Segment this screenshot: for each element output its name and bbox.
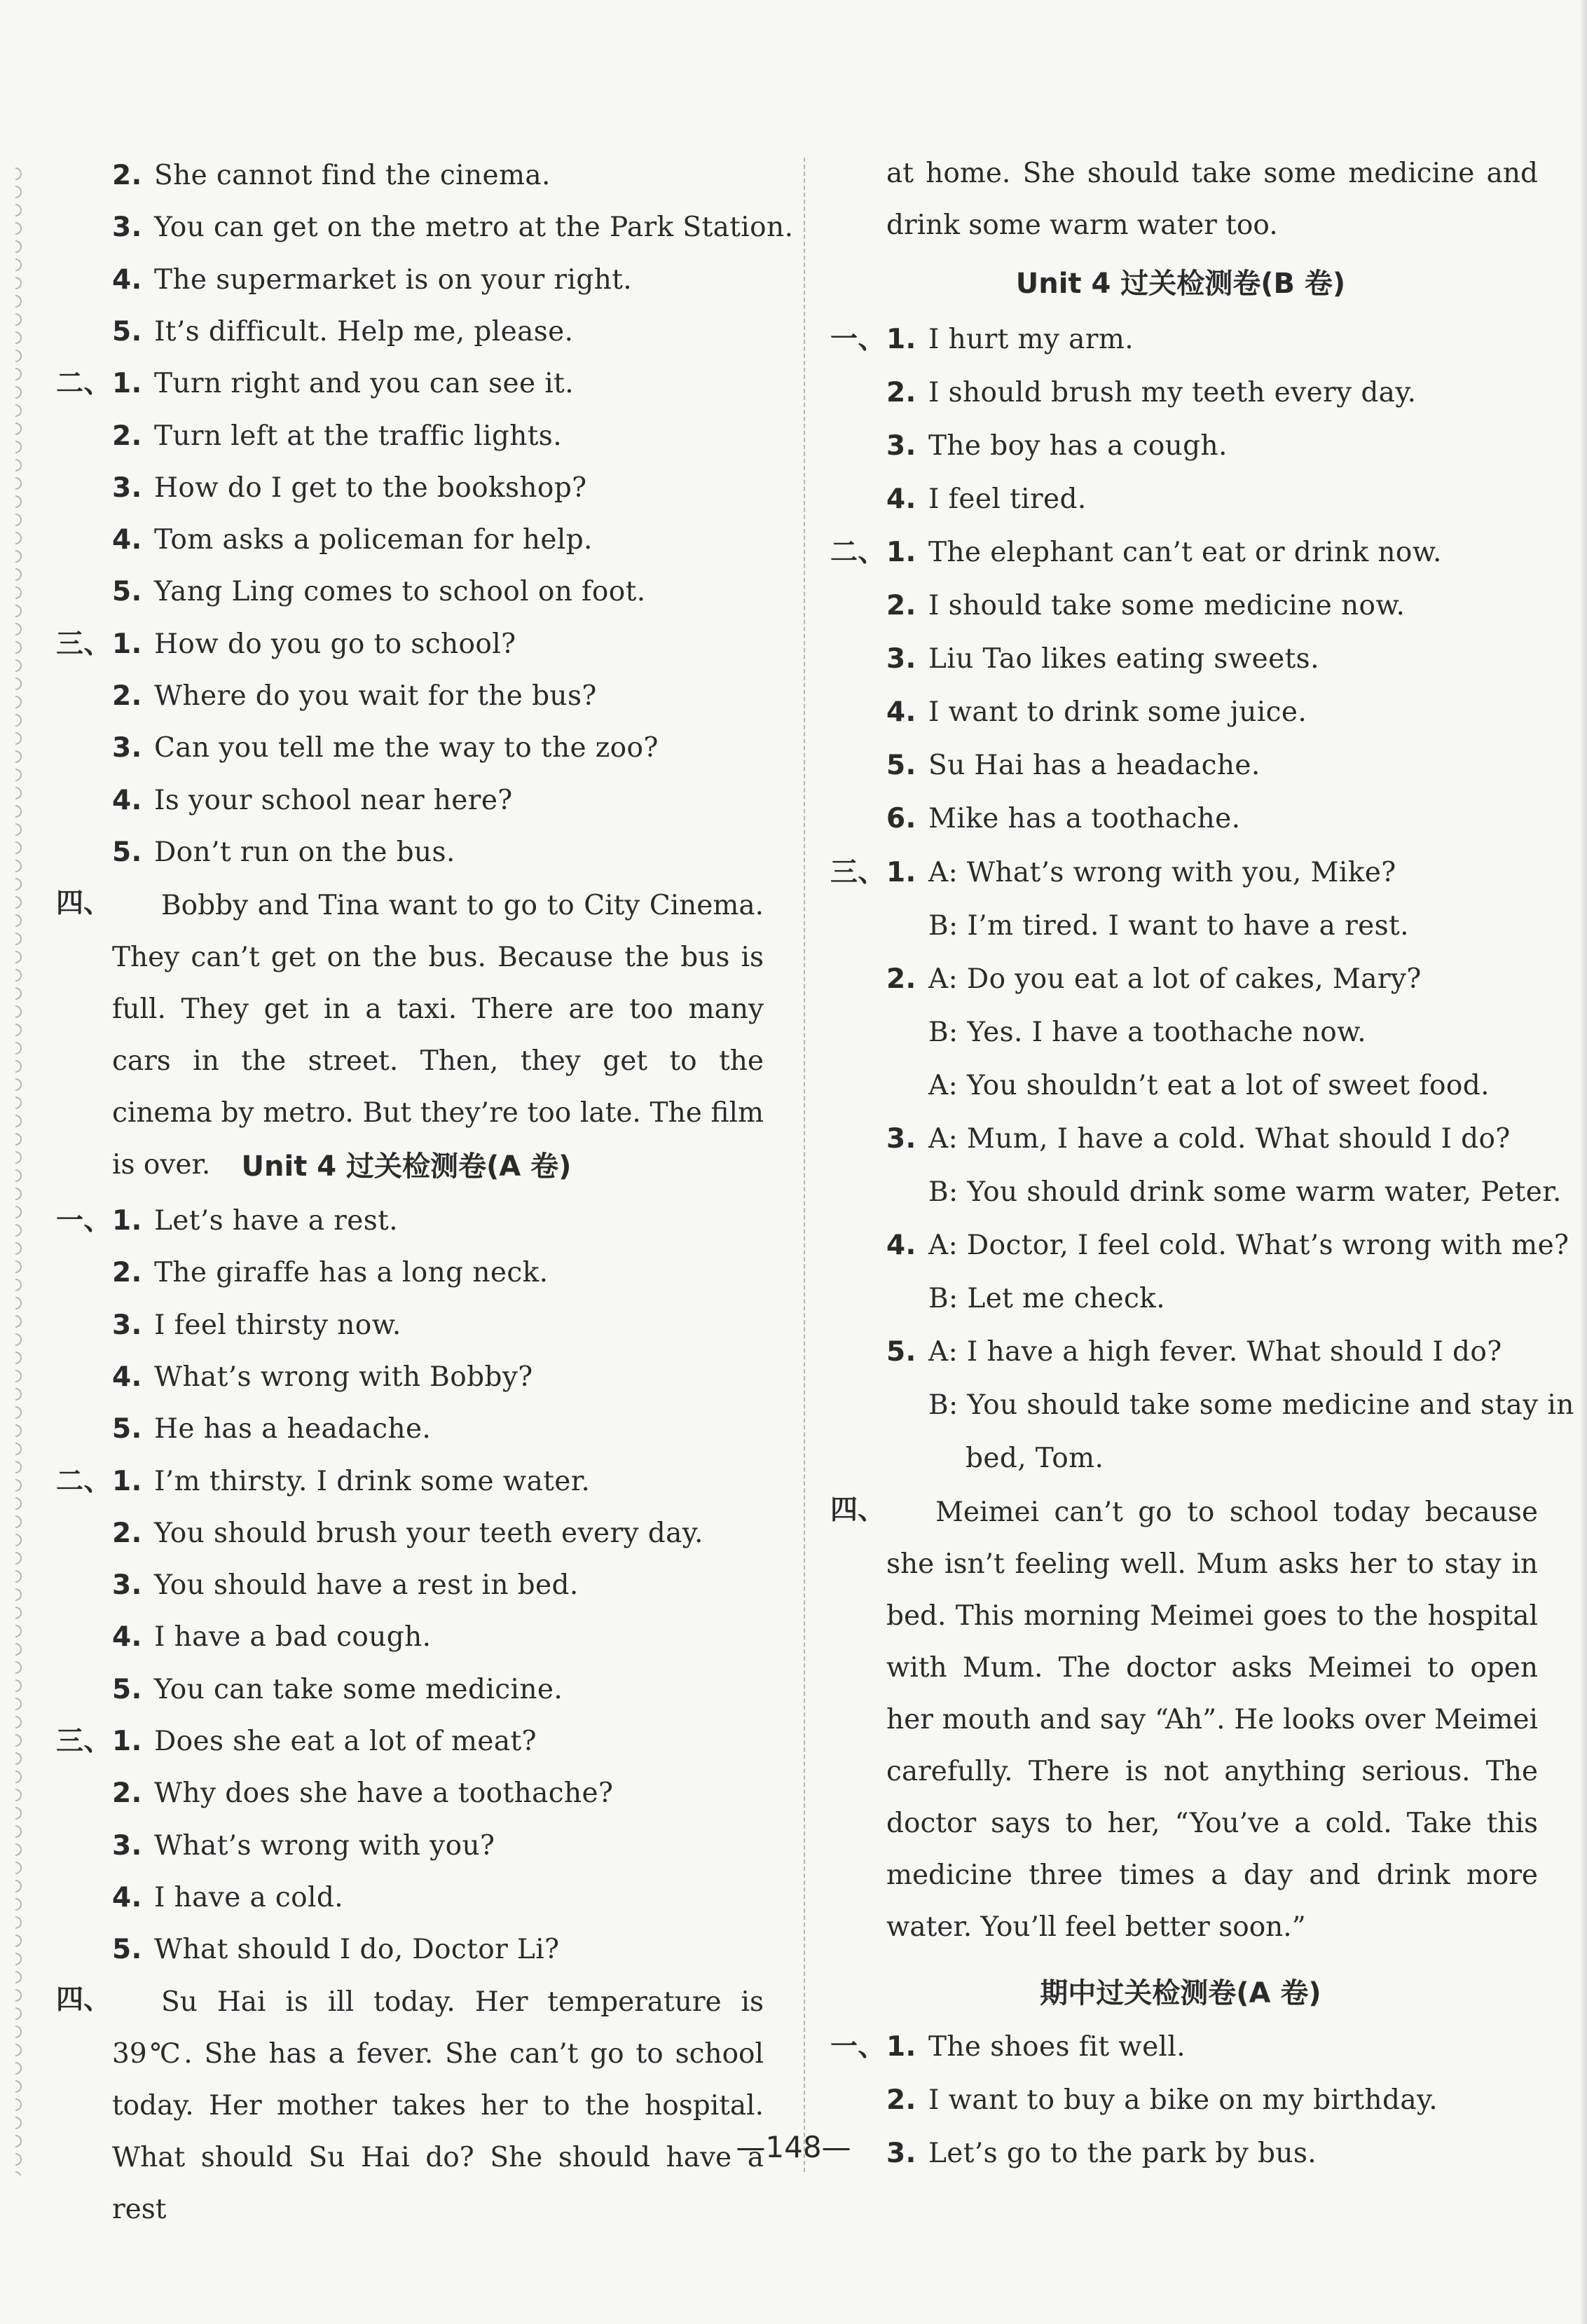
answer-text: A: I have a high fever. What should I do?	[928, 1336, 1502, 1368]
answer-line	[830, 1175, 1562, 1210]
item-number: 4.	[886, 696, 916, 728]
page-number: —148—	[736, 2130, 851, 2164]
answer-text: Liu Tao likes eating sweets.	[928, 643, 1319, 675]
page-edge-shadow	[1580, 0, 1587, 2324]
item-number: 1.	[112, 628, 142, 660]
item-number: 1.	[112, 1726, 142, 1757]
item-number: 5.	[112, 1673, 142, 1705]
answer-text: The elephant can’t eat or drink now.	[928, 537, 1442, 568]
item-number: 4.	[112, 1881, 142, 1913]
answer-line	[56, 1360, 533, 1395]
item-number: 3.	[112, 472, 142, 504]
answer-text: The boy has a cough.	[928, 430, 1228, 462]
item-number: 5.	[112, 1934, 142, 1966]
answer-text: You should brush your teeth every day.	[154, 1517, 703, 1549]
section-marker: 三、	[56, 1726, 111, 1757]
answer-line	[56, 575, 646, 610]
answer-text: Why does she have a toothache?	[154, 1778, 614, 1810]
answer-text: Let’s go to the park by bus.	[928, 2138, 1317, 2169]
answer-line	[830, 802, 1240, 837]
answer-line	[56, 1464, 590, 1499]
answer-line	[830, 589, 1405, 624]
item-number: 5.	[886, 1336, 916, 1368]
item-number: 1.	[886, 2031, 916, 2063]
answer-text: Yang Ling comes to school on foot.	[154, 576, 646, 608]
section-marker: 二、	[56, 1465, 111, 1497]
passage-text: at home. She should take some medicine and drink some warm water too.	[886, 158, 1538, 241]
answer-line	[56, 1776, 613, 1811]
answer-line	[830, 642, 1319, 677]
answer-line	[56, 679, 597, 714]
answer-text: I feel thirsty now.	[154, 1309, 401, 1341]
item-number: 3.	[112, 732, 142, 764]
answer-text: A: Doctor, I feel cold. What’s wrong with me?	[928, 1230, 1569, 1261]
item-number: 1.	[112, 1465, 142, 1497]
passage-text: Meimei can’t go to school today because she isn’t feeling well. Mum asks her to stay in bed. This morning Meimei goes to the hospital with Mum. The doctor asks Meimei to open her mouth and say “Ah”. He looks over Meimei carefully. There is not anything serious. The doctor says to her, “You’ve a cold. Take this medicine three times a day and drink more water. You’ll feel better soon.”	[886, 1497, 1538, 1943]
answer-line	[56, 627, 516, 662]
answer-text: Mike has a toothache.	[928, 803, 1241, 834]
item-number: 4.	[112, 1361, 142, 1393]
answer-text: Don’t run on the bus.	[154, 836, 455, 868]
passage-text: Bobby and Tina want to go to City Cinema. They can’t get on the bus. Because the bus is full. They get in a taxi. There are too many cars in the street. Then, they get to the cinema by metro. But they’re too late. The film is over.	[112, 890, 764, 1181]
item-number: 4.	[886, 1230, 916, 1261]
answer-text: I hurt my arm.	[928, 324, 1134, 355]
section-label: 四、	[56, 1984, 111, 2016]
section-heading-midterm-a: 期中过关检测卷(A 卷)	[1040, 1977, 1321, 2009]
answer-text: It’s difficult. Help me, please.	[154, 315, 574, 348]
answer-text: B: You should drink some warm water, Peter.	[928, 1176, 1562, 1208]
item-number: 3.	[112, 1829, 142, 1862]
answer-text: She cannot find the cinema.	[154, 160, 551, 191]
answer-text: How do you go to school?	[154, 628, 516, 660]
reading-passage-2	[112, 1976, 764, 2236]
answer-line	[56, 731, 659, 766]
item-number: 3.	[886, 643, 916, 675]
answer-line	[830, 482, 1087, 517]
section-marker: 二、	[56, 368, 111, 400]
answer-text: I’m thirsty. I drink some water.	[154, 1465, 591, 1497]
answer-line	[56, 835, 455, 870]
item-number: 5.	[112, 836, 142, 868]
answer-line	[830, 855, 1396, 891]
answer-line	[830, 1122, 1511, 1157]
answer-text: I should brush my teeth every day.	[928, 377, 1417, 408]
item-number: 4.	[112, 784, 142, 816]
answer-text: A: You shouldn’t eat a lot of sweet food.	[928, 1070, 1490, 1101]
item-number: 2.	[886, 590, 916, 621]
answer-text: You can get on the metro at the Park Station.	[154, 212, 794, 244]
item-number: 3.	[886, 2138, 916, 2169]
section-heading-unit4-b: Unit 4 过关检测卷(B 卷)	[1015, 268, 1346, 300]
answer-text: I want to buy a bike on my birthday.	[928, 2084, 1438, 2116]
binding-edge-decoration	[15, 165, 29, 2175]
answer-line	[56, 1568, 579, 1603]
answer-text: Tom asks a policeman for help.	[154, 524, 593, 556]
answer-text: The supermarket is on your right.	[154, 263, 633, 296]
item-number: 3.	[886, 430, 916, 462]
item-number: 5.	[112, 576, 142, 608]
answer-line	[830, 535, 1442, 570]
answer-text: A: Mum, I have a cold. What should I do?	[928, 1123, 1511, 1155]
answer-text: The shoes fit well.	[928, 2031, 1186, 2063]
answer-line	[830, 2030, 1186, 2065]
item-number: 5.	[112, 315, 142, 348]
answer-line	[56, 315, 573, 350]
answer-text: Su Hai has a headache.	[928, 750, 1260, 781]
answer-line	[56, 1516, 703, 1551]
item-number: 3.	[112, 1569, 142, 1602]
answer-line	[56, 158, 551, 193]
item-number: 2.	[112, 680, 142, 712]
answer-line	[830, 1281, 1165, 1316]
answer-line	[56, 471, 587, 506]
item-number: 2.	[112, 420, 142, 452]
section-heading-unit4-a: Unit 4 过关检测卷(A 卷)	[241, 1150, 572, 1183]
answer-text: He has a headache.	[154, 1413, 432, 1445]
answer-line	[56, 263, 632, 298]
answer-line	[830, 322, 1134, 357]
answer-line	[830, 962, 1422, 997]
answer-text: Turn left at the traffic lights.	[154, 420, 562, 452]
section-marker: 一、	[830, 324, 886, 355]
item-number: 5.	[886, 750, 916, 781]
answer-text: What’s wrong with Bobby?	[154, 1361, 533, 1393]
answer-line	[56, 523, 593, 558]
answer-line	[830, 376, 1416, 411]
answer-line	[56, 210, 793, 245]
answer-text: How do I get to the bookshop?	[154, 472, 587, 504]
item-number: 2.	[112, 160, 142, 191]
item-number: 3.	[112, 1309, 142, 1341]
answer-text: B: You should take some medicine and stay in	[928, 1389, 1574, 1421]
reading-passage-3	[886, 1487, 1538, 1953]
item-number: 2.	[886, 377, 916, 408]
passage-text: Su Hai is ill today. Her temperature is 39℃. She has a fever. She can’t go to school today. Her mother takes her to the hospital. What should Su Hai do? She should have a rest	[112, 1986, 764, 2225]
answer-text: Can you tell me the way to the zoo?	[154, 732, 659, 764]
answer-line	[56, 1672, 563, 1707]
answer-line	[56, 419, 562, 454]
answer-line	[830, 1015, 1366, 1050]
answer-text: I have a cold.	[154, 1881, 344, 1913]
answer-line	[830, 1068, 1490, 1103]
answer-text: I want to drink some juice.	[928, 696, 1307, 728]
section-label: 四、	[56, 888, 111, 919]
section-marker: 一、	[56, 1205, 111, 1237]
item-number: 4.	[112, 524, 142, 556]
item-number: 4.	[886, 483, 916, 515]
answer-line	[830, 748, 1260, 783]
answer-line	[830, 429, 1228, 464]
item-number: 3.	[886, 1123, 916, 1155]
answer-line	[56, 1724, 537, 1759]
answer-line	[56, 1204, 398, 1239]
item-number: 3.	[112, 212, 142, 244]
answer-line	[56, 1932, 559, 1967]
item-number: 2.	[886, 963, 916, 995]
answer-line	[56, 1308, 401, 1343]
answer-line	[56, 1880, 343, 1916]
answer-text: B: Yes. I have a toothache now.	[928, 1017, 1367, 1048]
answer-text: I feel tired.	[928, 483, 1087, 515]
section-marker: 二、	[830, 537, 886, 568]
reading-passage-continued	[886, 148, 1538, 252]
column-divider	[804, 158, 805, 2172]
answer-text: Turn right and you can see it.	[154, 368, 575, 400]
answer-text: Does she eat a lot of meat?	[154, 1726, 537, 1757]
answer-line	[56, 783, 513, 818]
answer-line	[830, 1388, 1574, 1423]
answer-text: B: Let me check.	[928, 1283, 1166, 1314]
answer-text: What should I do, Doctor Li?	[154, 1934, 560, 1966]
answer-line	[830, 1335, 1502, 1370]
answer-line	[56, 1829, 495, 1864]
answer-text: Where do you wait for the bus?	[154, 680, 597, 712]
answer-text: You can take some medicine.	[154, 1673, 563, 1705]
section-marker: 一、	[830, 2031, 886, 2063]
item-number: 1.	[112, 368, 142, 400]
answer-line	[56, 1620, 431, 1655]
answer-text: What’s wrong with you?	[154, 1829, 495, 1862]
item-number: 4.	[112, 1621, 142, 1653]
answer-line	[56, 1256, 548, 1291]
item-number: 2.	[112, 1517, 142, 1549]
reading-passage-1	[112, 880, 764, 1191]
item-number: 2.	[112, 1257, 142, 1289]
answer-text: Is your school near here?	[154, 784, 513, 816]
answer-line	[830, 1441, 1104, 1476]
answer-text: Let’s have a rest.	[154, 1205, 398, 1237]
answer-text: A: Do you eat a lot of cakes, Mary?	[928, 963, 1422, 995]
answer-line	[830, 2083, 1438, 2118]
answer-text: You should have a rest in bed.	[154, 1569, 579, 1602]
answer-line	[830, 1228, 1569, 1263]
section-marker: 三、	[830, 857, 886, 888]
section-label: 四、	[830, 1494, 886, 1526]
item-number: 6.	[886, 803, 916, 834]
item-number: 2.	[886, 2084, 916, 2116]
item-number: 1.	[886, 857, 916, 888]
item-number: 1.	[112, 1205, 142, 1237]
item-number: 1.	[886, 324, 916, 355]
item-number: 2.	[112, 1778, 142, 1810]
item-number: 5.	[112, 1413, 142, 1445]
section-marker: 三、	[56, 628, 111, 660]
answer-line	[56, 1412, 431, 1447]
answer-text: I have a bad cough.	[154, 1621, 432, 1653]
answer-line	[830, 909, 1409, 944]
answer-text: B: I’m tired. I want to have a rest.	[928, 910, 1409, 942]
answer-text: I should take some medicine now.	[928, 590, 1406, 621]
answer-text: The giraffe has a long neck.	[154, 1257, 549, 1289]
answer-line	[56, 366, 574, 401]
item-number: 4.	[112, 263, 142, 296]
item-number: 1.	[886, 537, 916, 568]
answer-text: bed, Tom.	[966, 1443, 1104, 1474]
answer-line	[830, 695, 1307, 730]
answer-text: A: What’s wrong with you, Mike?	[928, 857, 1396, 888]
